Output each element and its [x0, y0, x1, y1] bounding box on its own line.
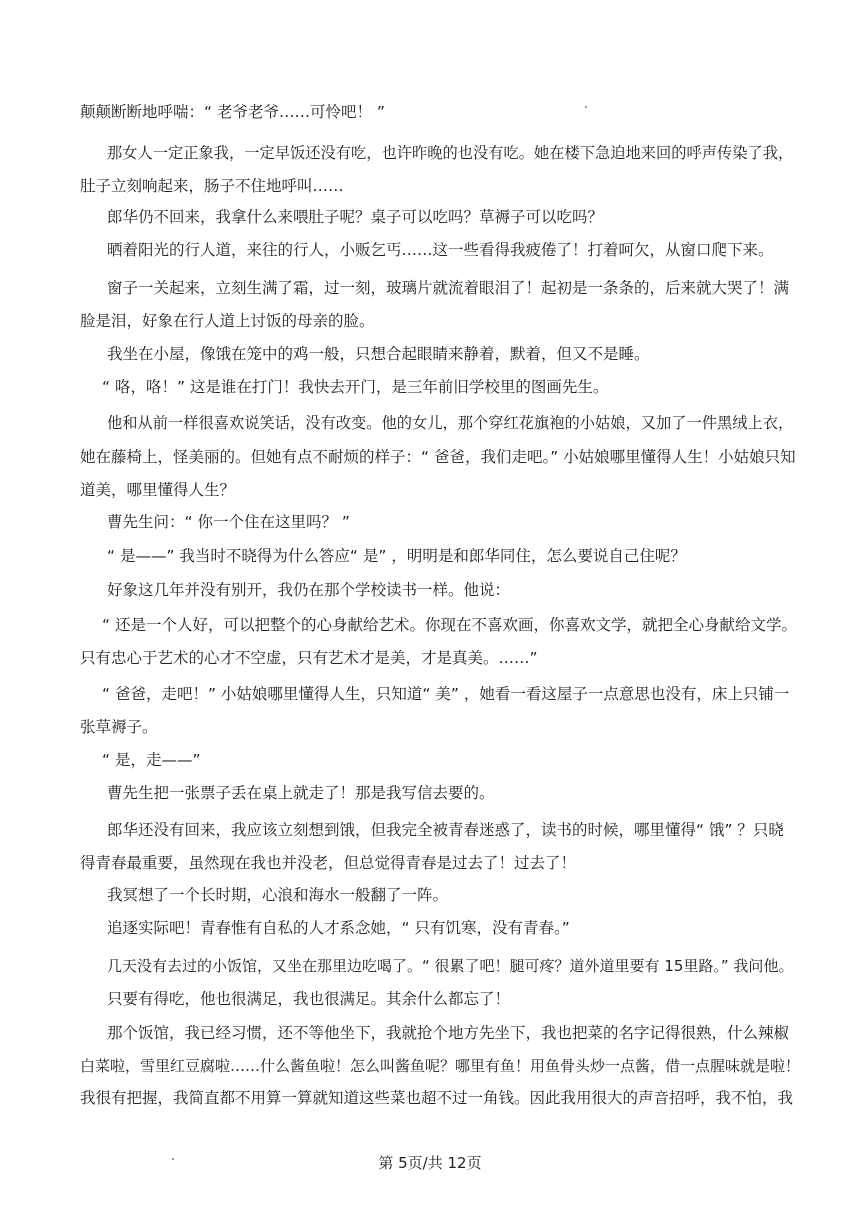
- text-line: 好象这几年并没有别开，我仍在那个学校读书一样。他说：: [107, 581, 511, 599]
- text-line: 我冥想了一个长时期，心浪和海水一般翻了一阵。: [107, 886, 449, 904]
- text-line: 脸是泪，好象在行人道上讨饭的母亲的脸。: [80, 312, 375, 330]
- page-number-footer: 第 5页/共 12页: [378, 1154, 482, 1172]
- text-line: 郎华还没有回来，我应该立刻想到饿，但我完全被青春迷惑了，读书的时候，哪里懂得“ 饿” ？只晓: [107, 821, 784, 839]
- text-line: “ 咯，咯！” 这是谁在打门！我快去开门，是三年前旧学校里的图画先生。: [102, 378, 609, 396]
- text-line: “ 是——” 我当时不晓得为什么答应“ 是” ，明明是和郎华同住，怎么要说自己住呢？: [107, 547, 686, 565]
- text-line: 那个饭馆，我已经习惯，还不等他坐下，我就抢个地方先坐下，我也把菜的名字记得很熟，什么辣椒: [107, 1024, 790, 1042]
- text-line: 我很有把握，我简直都不用算一算就知道这些菜也超不过一角钱。因此我用很大的声音招呼，我不怕，我: [80, 1089, 794, 1107]
- text-line: 得青春最重要，虽然现在我也并没老，但总觉得青春是过去了！过去了！: [80, 854, 577, 872]
- text-line: 白菜啦，雪里红豆腐啦……什么酱鱼啦！怎么叫酱鱼呢？哪里有鱼！用鱼骨头炒一点酱，借一点腥味就是啦！: [80, 1057, 801, 1075]
- text-line: “ 还是一个人好，可以把整个的心身献给艺术。你现在不喜欢画，你喜欢文学，就把全心身献给文学。: [102, 616, 797, 634]
- text-line: 她在藤椅上，怪美丽的。但她有点不耐烦的样子：“ 爸爸，我们走吧。” 小姑娘哪里懂得人生！小姑娘只知: [80, 448, 796, 466]
- text-line: 郎华仍不回来，我拿什么来喂肚子呢？桌子可以吃吗？草褥子可以吃吗？: [107, 208, 604, 226]
- text-line: 张草褥子。: [80, 718, 158, 736]
- text-line: “ 是，走——”: [102, 751, 201, 769]
- text-line: 曹先生问：“ 你一个住在这里吗？ ”: [107, 513, 350, 531]
- text-line: 曹先生把一张票子丢在桌上就走了！那是我写信去要的。: [107, 784, 495, 802]
- scan-speck: [585, 106, 587, 108]
- text-line: 追逐实际吧！青春惟有自私的人才系念她，“ 只有饥寒，没有青春。”: [107, 919, 570, 937]
- text-line: 他和从前一样很喜欢说笑话，没有改变。他的女儿，那个穿红花旗袍的小姑娘，又加了一件黑绒上衣，: [107, 414, 794, 432]
- text-line: 几天没有去过的小饭馆，又坐在那里边吃喝了。“ 很累了吧！腿可疼？道外道里要有 15里路。” 我问他。: [107, 957, 794, 975]
- text-line: 那女人一定正象我，一定早饭还没有吃，也许昨晚的也没有吃。她在楼下急迫地来回的呼声传染了我，: [107, 144, 794, 162]
- text-line: 只要有得吃，他也很满足，我也很满足。其余什么都忘了！: [107, 990, 511, 1008]
- text-line: 我坐在小屋，像饿在笼中的鸡一般，只想合起眼睛来静着，默着，但又不是睡。: [107, 345, 650, 363]
- text-line: 道美，哪里懂得人生？: [80, 481, 236, 499]
- text-line: 肚子立刻响起来，肠子不住地呼叫……: [80, 177, 344, 195]
- text-line: 颠颠断断地呼喘：“ 老爷老爷……可怜吧！ ”: [80, 103, 385, 121]
- text-line: 只有忠心于艺术的心才不空虚，只有艺术才是美，才是真美。……”: [80, 649, 538, 667]
- text-line: 窗子一关起来，立刻生满了霜，过一刻，玻璃片就流着眼泪了！起初是一条条的，后来就大哭了！满: [107, 279, 790, 297]
- text-line: “ 爸爸，走吧！” 小姑娘哪里懂得人生，只知道“ 美” ，她看一看这屋子一点意思也没有，床上只铺一: [102, 685, 790, 703]
- text-line: 晒着阳光的行人道，来往的行人，小贩乞丐……这一些看得我疲倦了！打着呵欠，从窗口爬下来。: [107, 241, 774, 259]
